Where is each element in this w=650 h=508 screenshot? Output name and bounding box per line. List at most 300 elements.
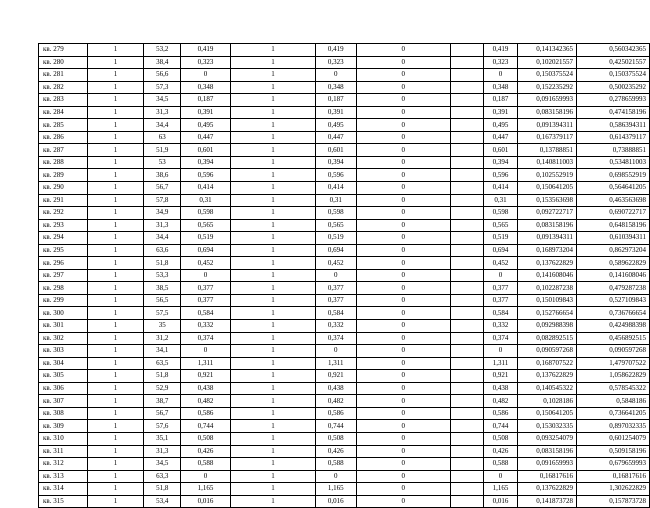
- table-cell: 1: [231, 269, 316, 282]
- table-cell: 0,495: [483, 119, 517, 132]
- table-cell: 0,424988398: [576, 320, 649, 333]
- table-cell: 0,425021557: [576, 56, 649, 69]
- table-cell: 0,141608046: [518, 269, 577, 282]
- table-cell: 0,152766654: [518, 307, 577, 320]
- table-cell: 0,187: [483, 94, 517, 107]
- table-cell: 0,584: [315, 307, 356, 320]
- table-cell: 0,377: [483, 282, 517, 295]
- apartment-cell: кв. 290: [39, 182, 88, 195]
- table-cell: 0: [356, 345, 450, 358]
- apartment-cell: кв. 310: [39, 432, 88, 445]
- table-cell: 0: [356, 257, 450, 270]
- table-cell: [450, 232, 483, 245]
- apartment-cell: кв. 286: [39, 131, 88, 144]
- apartment-cell: кв. 285: [39, 119, 88, 132]
- table-cell: 1: [87, 458, 144, 471]
- table-cell: 34,5: [144, 458, 181, 471]
- table-cell: 1: [231, 257, 316, 270]
- table-cell: 0: [181, 269, 231, 282]
- table-cell: [450, 445, 483, 458]
- table-cell: 1: [231, 294, 316, 307]
- table-cell: 0: [356, 69, 450, 82]
- table-cell: 0,588: [181, 458, 231, 471]
- table-cell: 1: [87, 156, 144, 169]
- table-cell: 0,589622829: [576, 257, 649, 270]
- table-cell: 0,083158196: [518, 219, 577, 232]
- table-cell: 1: [231, 144, 316, 157]
- table-cell: 0,610394311: [576, 232, 649, 245]
- table-cell: 0: [356, 370, 450, 383]
- table-cell: 1: [87, 269, 144, 282]
- table-cell: 0,168973204: [518, 244, 577, 257]
- table-cell: [450, 282, 483, 295]
- table-cell: 0,168707522: [518, 357, 577, 370]
- table-cell: 0,016: [181, 495, 231, 508]
- table-cell: 34,4: [144, 119, 181, 132]
- table-cell: 0,187: [315, 94, 356, 107]
- table-row: [39, 332, 650, 345]
- table-cell: 57,3: [144, 81, 181, 94]
- table-cell: 0,083158196: [518, 106, 577, 119]
- table-cell: [450, 307, 483, 320]
- table-cell: [450, 56, 483, 69]
- table-cell: 57,8: [144, 194, 181, 207]
- table-cell: 1: [87, 131, 144, 144]
- table-cell: 0,519: [483, 232, 517, 245]
- table-cell: 1: [231, 470, 316, 483]
- table-cell: 0,534811003: [576, 156, 649, 169]
- table-cell: 0,16817616: [576, 470, 649, 483]
- table-cell: 0,102287238: [518, 282, 577, 295]
- apartment-cell: кв. 307: [39, 395, 88, 408]
- table-cell: 31,3: [144, 106, 181, 119]
- table-cell: 0,31: [181, 194, 231, 207]
- table-cell: 0,500235292: [576, 81, 649, 94]
- table-cell: 0,479287238: [576, 282, 649, 295]
- table-cell: 1: [231, 345, 316, 358]
- table-row: [39, 495, 650, 508]
- table-cell: 1: [231, 94, 316, 107]
- table-cell: 0,141342365: [518, 44, 577, 57]
- apartment-cell: кв. 308: [39, 407, 88, 420]
- table-cell: 0,588: [315, 458, 356, 471]
- table-cell: 1,165: [315, 483, 356, 496]
- table-cell: 1: [231, 156, 316, 169]
- table-cell: 0,586394311: [576, 119, 649, 132]
- table-cell: 0,091394311: [518, 232, 577, 245]
- table-cell: 1: [87, 119, 144, 132]
- table-cell: 0,323: [181, 56, 231, 69]
- table-cell: [450, 94, 483, 107]
- table-cell: 0,482: [315, 395, 356, 408]
- table-row: [39, 269, 650, 282]
- table-cell: 0: [356, 307, 450, 320]
- table-cell: 1: [231, 194, 316, 207]
- table-cell: 1: [87, 169, 144, 182]
- table-row: [39, 282, 650, 295]
- table-cell: 0: [356, 219, 450, 232]
- table-cell: 51,9: [144, 144, 181, 157]
- apartment-cell: кв. 302: [39, 332, 88, 345]
- apartment-cell: кв. 309: [39, 420, 88, 433]
- table-cell: 0,137622829: [518, 483, 577, 496]
- table-cell: 0,482: [181, 395, 231, 408]
- table-cell: 31,3: [144, 445, 181, 458]
- table-cell: 1: [231, 131, 316, 144]
- table-cell: 0,456892515: [576, 332, 649, 345]
- table-cell: 1: [87, 345, 144, 358]
- table-cell: [450, 458, 483, 471]
- table-cell: 57,5: [144, 307, 181, 320]
- table-row: [39, 106, 650, 119]
- table-cell: 0,091659993: [518, 94, 577, 107]
- table-cell: 0,377: [315, 294, 356, 307]
- table-cell: 56,7: [144, 182, 181, 195]
- table-cell: 1: [87, 94, 144, 107]
- table-cell: 0,508: [483, 432, 517, 445]
- table-cell: 0,586: [483, 407, 517, 420]
- table-cell: 0,419: [315, 44, 356, 57]
- table-cell: 0,152235292: [518, 81, 577, 94]
- table-cell: 0,452: [315, 257, 356, 270]
- table-cell: 51,8: [144, 257, 181, 270]
- table-cell: 0,495: [315, 119, 356, 132]
- table-cell: 1: [87, 307, 144, 320]
- table-cell: 53,4: [144, 495, 181, 508]
- table-cell: 1: [87, 282, 144, 295]
- table-cell: 63,6: [144, 244, 181, 257]
- table-row: [39, 219, 650, 232]
- apartment-cell: кв. 287: [39, 144, 88, 157]
- table-cell: 1: [231, 495, 316, 508]
- table-row: [39, 56, 650, 69]
- table-cell: 1: [231, 207, 316, 220]
- table-cell: 0,519: [315, 232, 356, 245]
- table-cell: 0: [356, 470, 450, 483]
- table-cell: 0,614379117: [576, 131, 649, 144]
- table-cell: 1: [231, 458, 316, 471]
- table-cell: 1: [87, 194, 144, 207]
- apartment-cell: кв. 288: [39, 156, 88, 169]
- table-cell: 0: [315, 269, 356, 282]
- table-row: [39, 445, 650, 458]
- table-cell: 31,2: [144, 332, 181, 345]
- table-cell: 0: [483, 69, 517, 82]
- table-cell: 0,141873728: [518, 495, 577, 508]
- table-cell: 0,391: [315, 106, 356, 119]
- table-cell: 0,452: [181, 257, 231, 270]
- table-cell: 1: [231, 232, 316, 245]
- table-row: [39, 131, 650, 144]
- table-cell: 0,093254079: [518, 432, 577, 445]
- table-cell: 0,391: [181, 106, 231, 119]
- table-cell: 0,157873728: [576, 495, 649, 508]
- apartment-cell: кв. 298: [39, 282, 88, 295]
- table-cell: 0,278659993: [576, 94, 649, 107]
- table-cell: [450, 182, 483, 195]
- table-cell: 0,564641205: [576, 182, 649, 195]
- table-cell: 0,601: [483, 144, 517, 157]
- table-cell: 1: [87, 56, 144, 69]
- table-cell: [450, 269, 483, 282]
- table-cell: 0,598: [181, 207, 231, 220]
- table-cell: 0: [181, 69, 231, 82]
- table-cell: [450, 81, 483, 94]
- table-cell: 0,323: [483, 56, 517, 69]
- table-cell: 1: [87, 294, 144, 307]
- table-cell: 1,058622829: [576, 370, 649, 383]
- table-cell: 0,601254079: [576, 432, 649, 445]
- table-cell: 1: [87, 407, 144, 420]
- table-cell: 1: [87, 182, 144, 195]
- table-cell: 0,596: [315, 169, 356, 182]
- table-cell: 1: [231, 44, 316, 57]
- table-cell: 0,394: [483, 156, 517, 169]
- table-cell: [450, 119, 483, 132]
- table-cell: 0,694: [483, 244, 517, 257]
- table-cell: 0,150375524: [518, 69, 577, 82]
- table-cell: 0: [356, 244, 450, 257]
- table-cell: 1: [87, 232, 144, 245]
- table-cell: 0: [181, 345, 231, 358]
- table-cell: 1: [231, 445, 316, 458]
- apartment-cell: кв. 281: [39, 69, 88, 82]
- table-cell: 38,6: [144, 169, 181, 182]
- table-cell: 0: [356, 395, 450, 408]
- table-cell: 38,5: [144, 282, 181, 295]
- table-cell: 1: [231, 81, 316, 94]
- table-cell: [450, 257, 483, 270]
- table-cell: 52,9: [144, 382, 181, 395]
- table-row: [39, 232, 650, 245]
- table-cell: 0,091394311: [518, 119, 577, 132]
- table-cell: 1: [87, 44, 144, 57]
- table-row: [39, 156, 650, 169]
- table-cell: [450, 131, 483, 144]
- table-cell: 0,167379117: [518, 131, 577, 144]
- table-cell: 34,4: [144, 232, 181, 245]
- table-row: [39, 458, 650, 471]
- table-cell: 0,596: [483, 169, 517, 182]
- table-cell: 0,391: [483, 106, 517, 119]
- table-cell: 0,332: [483, 320, 517, 333]
- table-cell: 0,438: [315, 382, 356, 395]
- table-row: [39, 207, 650, 220]
- table-cell: 0,348: [483, 81, 517, 94]
- table-row: [39, 395, 650, 408]
- table-cell: 0,091659993: [518, 458, 577, 471]
- apartment-cell: кв. 282: [39, 81, 88, 94]
- apartment-cell: кв. 305: [39, 370, 88, 383]
- apartment-cell: кв. 297: [39, 269, 88, 282]
- table-cell: 1: [231, 432, 316, 445]
- table-cell: 0,394: [315, 156, 356, 169]
- table-row: [39, 307, 650, 320]
- table-row: [39, 44, 650, 57]
- apartment-cell: кв. 284: [39, 106, 88, 119]
- table-row: [39, 244, 650, 257]
- apartment-cell: кв. 295: [39, 244, 88, 257]
- table-cell: 0,348: [181, 81, 231, 94]
- table-cell: 51,8: [144, 483, 181, 496]
- table-cell: [450, 483, 483, 496]
- table-cell: 0,565: [315, 219, 356, 232]
- table-cell: 0,862973204: [576, 244, 649, 257]
- table-cell: 0: [356, 144, 450, 157]
- table-cell: 0,090597268: [518, 345, 577, 358]
- table-cell: 0,694: [315, 244, 356, 257]
- table-cell: 1: [231, 382, 316, 395]
- table-cell: 0: [356, 495, 450, 508]
- table-cell: [450, 407, 483, 420]
- apartment-cell: кв. 283: [39, 94, 88, 107]
- table-row: [39, 144, 650, 157]
- table-cell: 0,698552919: [576, 169, 649, 182]
- apartment-cell: кв. 289: [39, 169, 88, 182]
- table-row: [39, 382, 650, 395]
- table-cell: 0,153563698: [518, 194, 577, 207]
- apartment-cell: кв. 314: [39, 483, 88, 496]
- table-cell: 0: [181, 470, 231, 483]
- table-cell: 0,092988398: [518, 320, 577, 333]
- table-cell: 0,187: [181, 94, 231, 107]
- table-cell: 53,2: [144, 44, 181, 57]
- table-cell: 1: [87, 370, 144, 383]
- table-cell: [450, 420, 483, 433]
- table-cell: 1: [87, 470, 144, 483]
- table-cell: 0,5848186: [576, 395, 649, 408]
- table-cell: 0: [356, 382, 450, 395]
- apartment-cell: кв. 292: [39, 207, 88, 220]
- table-cell: 0,598: [483, 207, 517, 220]
- table-cell: 0,414: [181, 182, 231, 195]
- table-cell: 0: [315, 69, 356, 82]
- table-cell: 34,9: [144, 207, 181, 220]
- table-cell: 0,744: [315, 420, 356, 433]
- apartment-cell: кв. 300: [39, 307, 88, 320]
- table-cell: 1: [87, 106, 144, 119]
- table-cell: 0,374: [181, 332, 231, 345]
- table-cell: 0,601: [181, 144, 231, 157]
- table-row: [39, 483, 650, 496]
- table-cell: 0: [356, 182, 450, 195]
- table-cell: 0: [356, 44, 450, 57]
- table-cell: [450, 495, 483, 508]
- table-row: [39, 81, 650, 94]
- table-cell: 0,377: [181, 282, 231, 295]
- table-cell: 1: [87, 420, 144, 433]
- table-cell: [450, 357, 483, 370]
- table-cell: 1: [87, 144, 144, 157]
- table-cell: 0,509158196: [576, 445, 649, 458]
- table-row: [39, 470, 650, 483]
- table-cell: 0,495: [181, 119, 231, 132]
- table-cell: 0,474158196: [576, 106, 649, 119]
- table-cell: 0: [356, 94, 450, 107]
- table-cell: 1: [87, 257, 144, 270]
- table-cell: 0,332: [315, 320, 356, 333]
- table-cell: 1,311: [483, 357, 517, 370]
- table-cell: [450, 244, 483, 257]
- table-cell: 0,348: [315, 81, 356, 94]
- table-cell: [450, 207, 483, 220]
- table-cell: 0,31: [483, 194, 517, 207]
- table-row: [39, 169, 650, 182]
- table-cell: [450, 169, 483, 182]
- table-cell: 1,302622829: [576, 483, 649, 496]
- table-cell: 0,596: [181, 169, 231, 182]
- table-cell: 0,153032335: [518, 420, 577, 433]
- table-cell: 0,426: [315, 445, 356, 458]
- table-cell: 0,744: [483, 420, 517, 433]
- table-cell: 1: [231, 119, 316, 132]
- table-cell: 63,3: [144, 470, 181, 483]
- apartment-data-table: [38, 43, 650, 508]
- table-cell: [450, 470, 483, 483]
- table-cell: 1: [87, 207, 144, 220]
- table-cell: 0: [356, 269, 450, 282]
- table-cell: 0,150641205: [518, 407, 577, 420]
- table-cell: 0,082892515: [518, 332, 577, 345]
- table-cell: 0: [356, 320, 450, 333]
- apartment-cell: кв. 304: [39, 357, 88, 370]
- table-cell: 0,332: [181, 320, 231, 333]
- table-cell: 0,419: [181, 44, 231, 57]
- table-cell: 0: [483, 269, 517, 282]
- table-cell: 1: [231, 69, 316, 82]
- table-cell: 0: [356, 420, 450, 433]
- table-cell: [450, 332, 483, 345]
- table-cell: 0,598: [315, 207, 356, 220]
- table-cell: 0,560342365: [576, 44, 649, 57]
- table-cell: 1: [231, 357, 316, 370]
- table-cell: 0: [356, 106, 450, 119]
- table-cell: 1: [231, 320, 316, 333]
- table-cell: 0,13788851: [518, 144, 577, 157]
- table-cell: 0,679659993: [576, 458, 649, 471]
- table-row: [39, 194, 650, 207]
- table-cell: 0,921: [315, 370, 356, 383]
- table-cell: 0,323: [315, 56, 356, 69]
- apartment-cell: кв. 301: [39, 320, 88, 333]
- table-cell: 0,565: [483, 219, 517, 232]
- table-cell: 35,1: [144, 432, 181, 445]
- table-cell: 0: [356, 207, 450, 220]
- table-cell: 35: [144, 320, 181, 333]
- table-cell: 1: [231, 420, 316, 433]
- table-row: [39, 370, 650, 383]
- table-row: [39, 294, 650, 307]
- table-cell: 63,5: [144, 357, 181, 370]
- table-cell: 1: [231, 244, 316, 257]
- table-cell: [450, 345, 483, 358]
- table-cell: 1: [231, 169, 316, 182]
- table-cell: 1: [87, 69, 144, 82]
- table-cell: 0,921: [483, 370, 517, 383]
- table-cell: 0,601: [315, 144, 356, 157]
- table-cell: 0: [356, 169, 450, 182]
- apartment-cell: кв. 313: [39, 470, 88, 483]
- table-cell: [450, 320, 483, 333]
- table-cell: 0: [356, 156, 450, 169]
- table-cell: 0,452: [483, 257, 517, 270]
- table-row: [39, 182, 650, 195]
- table-cell: 0: [356, 407, 450, 420]
- table-cell: 34,5: [144, 94, 181, 107]
- table-row: [39, 94, 650, 107]
- table-cell: 38,7: [144, 395, 181, 408]
- table-cell: 0,16817616: [518, 470, 577, 483]
